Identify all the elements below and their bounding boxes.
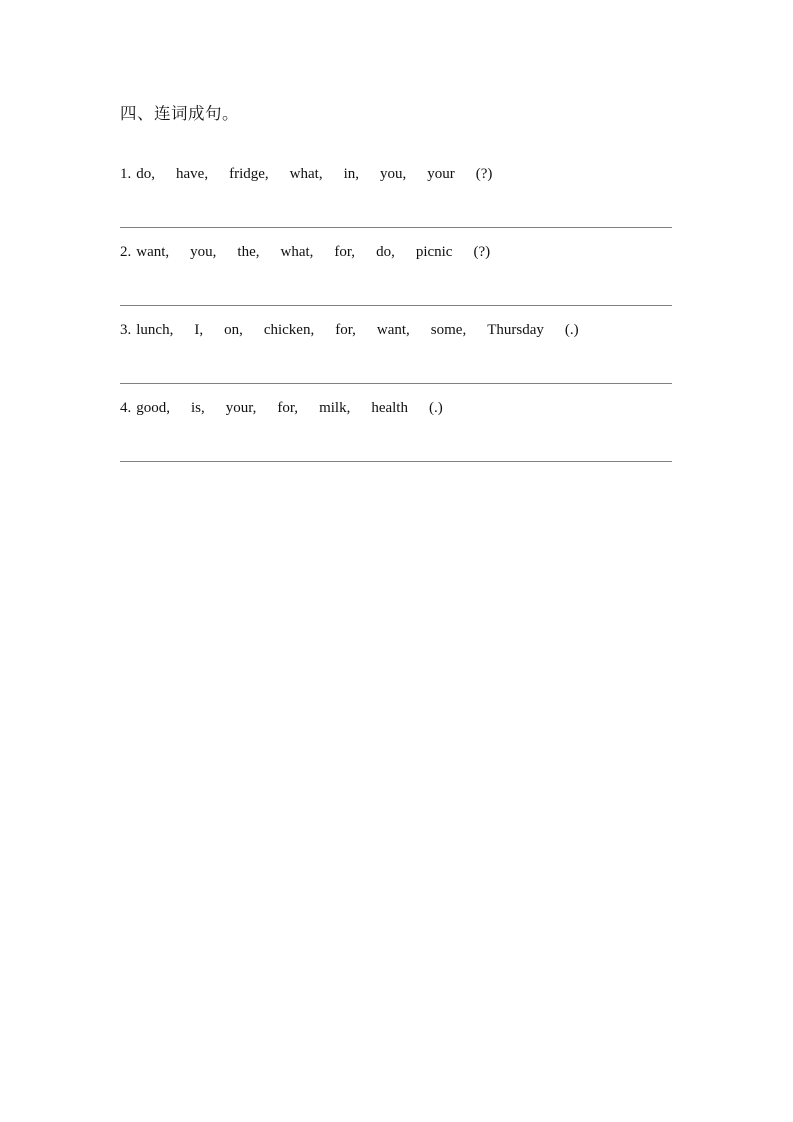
answer-blank-line bbox=[120, 418, 672, 462]
question-word: chicken, bbox=[263, 322, 315, 338]
question-word: lunch, bbox=[136, 322, 174, 338]
question-number: 1. bbox=[120, 166, 132, 182]
question-number: 2. bbox=[120, 244, 132, 260]
question-item bbox=[120, 320, 672, 384]
question-word: Thursday bbox=[487, 322, 544, 338]
question-words bbox=[136, 322, 578, 338]
answer-blank-line bbox=[120, 340, 672, 384]
question-word: what, bbox=[280, 244, 314, 260]
question-number: 3. bbox=[120, 322, 132, 338]
question-list bbox=[120, 164, 672, 462]
question-word: is, bbox=[191, 400, 205, 416]
answer-blank-line bbox=[120, 262, 672, 306]
question-text bbox=[120, 320, 672, 340]
question-word: I, bbox=[194, 322, 204, 338]
question-word: milk, bbox=[319, 400, 351, 416]
question-word: for, bbox=[277, 400, 299, 416]
question-word: do, bbox=[376, 244, 395, 260]
question-words bbox=[136, 166, 492, 182]
question-text bbox=[120, 398, 672, 418]
question-text bbox=[120, 242, 672, 262]
question-word: (.) bbox=[564, 322, 579, 338]
question-word: for, bbox=[334, 244, 356, 260]
question-word: picnic bbox=[415, 244, 453, 260]
question-word: want, bbox=[136, 244, 170, 260]
question-word: what, bbox=[289, 166, 323, 182]
question-words bbox=[136, 400, 442, 416]
question-word: health bbox=[371, 400, 408, 416]
question-number: 4. bbox=[120, 400, 132, 416]
question-word: (?) bbox=[475, 166, 493, 182]
question-word: you, bbox=[380, 166, 407, 182]
section-heading: 四、连词成句。 bbox=[120, 105, 239, 123]
question-word: in, bbox=[343, 166, 359, 182]
question-word: (.) bbox=[428, 400, 443, 416]
question-word: want, bbox=[376, 322, 410, 338]
question-item bbox=[120, 242, 672, 306]
question-word: do, bbox=[136, 166, 155, 182]
question-word: have, bbox=[176, 166, 209, 182]
question-word: (?) bbox=[473, 244, 491, 260]
question-word: the, bbox=[237, 244, 260, 260]
question-item bbox=[120, 164, 672, 228]
question-word: your bbox=[427, 166, 455, 182]
question-word: fridge, bbox=[229, 166, 269, 182]
question-text bbox=[120, 164, 672, 184]
answer-blank-line bbox=[120, 184, 672, 228]
question-item bbox=[120, 398, 672, 462]
question-word: your, bbox=[225, 400, 257, 416]
question-word: you, bbox=[190, 244, 217, 260]
question-words bbox=[136, 244, 490, 260]
question-word: on, bbox=[224, 322, 243, 338]
question-word: good, bbox=[136, 400, 170, 416]
question-word: some, bbox=[430, 322, 467, 338]
question-word: for, bbox=[335, 322, 356, 338]
